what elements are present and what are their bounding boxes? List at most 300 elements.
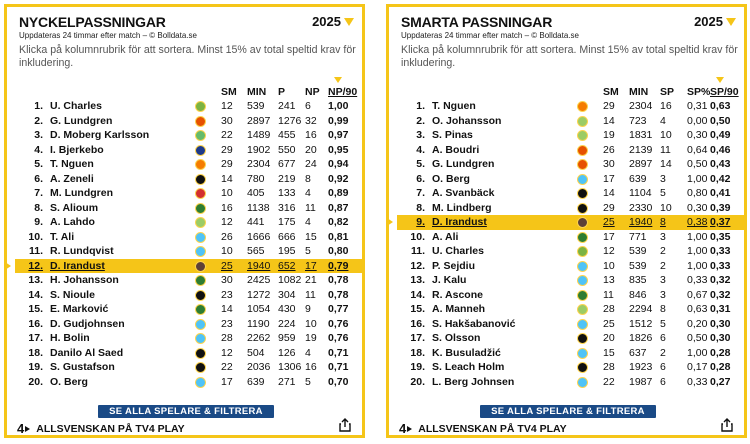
highlight-marker-icon [387, 218, 393, 226]
column-header-sm[interactable]: SM [603, 86, 619, 98]
cell-sm: 29 [603, 100, 615, 112]
sort-indicator-icon [716, 77, 724, 83]
cell-rate: 0,28 [710, 346, 731, 359]
club-logo-icon [577, 333, 588, 344]
player-name[interactable]: O. Johansson [432, 114, 502, 127]
cell-np: 16 [305, 361, 317, 373]
player-name[interactable]: P. Sejdiu [432, 259, 475, 272]
tv4-logo-text: 4 [17, 421, 25, 436]
cell-rate: 0,76 [328, 332, 349, 344]
cell-rate: 0,94 [328, 158, 349, 170]
cell-p: 3 [660, 274, 666, 286]
cell-sm: 30 [221, 274, 233, 286]
column-header-sm[interactable]: SM [221, 86, 237, 98]
cell-sm: 17 [603, 230, 615, 243]
cell-p: 2 [660, 245, 666, 257]
table-row[interactable] [389, 172, 744, 187]
cell-p: 126 [278, 346, 296, 359]
cell-p: 219 [278, 172, 296, 185]
cell-rate: 0,71 [328, 361, 349, 373]
cell-np: 0,64 [687, 143, 708, 156]
player-name[interactable]: O. Berg [432, 172, 470, 185]
cell-min: 2425 [247, 274, 271, 286]
player-name[interactable]: I. Bjerkebo [50, 143, 104, 156]
share-icon[interactable] [338, 418, 352, 432]
cell-rate: 0,78 [328, 288, 349, 301]
player-name[interactable]: A. Boudri [432, 143, 480, 156]
cell-np: 1,00 [687, 230, 708, 243]
cell-min: 1831 [629, 129, 653, 141]
cell-p: 5 [660, 317, 666, 330]
cell-p: 1276 [278, 114, 302, 127]
table-row[interactable] [389, 273, 744, 288]
cell-p: 5 [660, 187, 666, 199]
club-logo-icon [195, 377, 206, 388]
table-row[interactable] [389, 302, 744, 317]
share-icon[interactable] [720, 418, 734, 432]
year-label: 2025 [694, 14, 723, 29]
cell-sm: 14 [603, 187, 615, 199]
cell-min: 637 [629, 346, 647, 359]
club-logo-icon [195, 130, 206, 141]
club-logo-icon [195, 174, 206, 185]
cell-sm: 11 [603, 288, 614, 301]
cell-min: 1940 [629, 216, 653, 228]
cell-sm: 25 [603, 216, 615, 228]
table-row[interactable] [389, 114, 744, 129]
cell-p: 2 [660, 346, 666, 359]
table-row[interactable] [7, 375, 362, 390]
cell-sm: 19 [603, 129, 615, 141]
table-row[interactable] [7, 128, 362, 143]
cell-sm: 10 [603, 259, 615, 272]
cell-min: 1138 [247, 201, 270, 214]
club-logo-icon [195, 304, 206, 315]
cell-rate: 0,76 [328, 317, 349, 330]
rank: 10. [410, 230, 425, 243]
table-row[interactable] [389, 346, 744, 361]
cell-sm: 29 [603, 201, 615, 214]
cell-p: 6 [660, 332, 666, 344]
player-name[interactable]: D. Irandust [432, 216, 487, 228]
column-header-min[interactable]: MIN [247, 86, 267, 98]
player-name[interactable]: A. Manneh [432, 303, 486, 315]
see-all-players-button[interactable]: SE ALLA SPELARE & FILTRERA [480, 405, 656, 418]
column-header-np90[interactable]: NP/90 [328, 86, 358, 98]
cell-p: 8 [660, 303, 666, 315]
player-name[interactable]: S. Olsson [432, 332, 481, 344]
rank: 5. [416, 158, 425, 170]
player-name[interactable]: D. Gudjohnsen [50, 317, 125, 330]
club-logo-icon [577, 261, 588, 272]
table-row[interactable] [389, 201, 744, 216]
cell-np: 1,00 [687, 245, 708, 257]
player-name[interactable]: S. Hakšabanović [432, 317, 516, 330]
stats-table [389, 85, 744, 389]
club-logo-icon [195, 203, 206, 214]
table-row[interactable] [15, 259, 362, 274]
player-name[interactable]: G. Lundgren [432, 158, 495, 170]
table-row[interactable] [7, 360, 362, 375]
cell-sm: 28 [221, 332, 233, 344]
table-row[interactable] [7, 273, 362, 288]
cell-rate: 0,46 [710, 143, 731, 156]
cell-sm: 17 [603, 172, 615, 185]
cell-min: 1054 [247, 303, 271, 315]
cell-p: 4 [660, 114, 666, 127]
cell-rate: 0,78 [328, 274, 349, 286]
table-row[interactable] [389, 128, 744, 143]
table-row[interactable] [7, 302, 362, 317]
tv4-logo-icon[interactable] [399, 421, 412, 436]
cell-np: 0,63 [687, 303, 708, 315]
cell-np: 0,30 [687, 129, 708, 141]
cell-min: 1987 [629, 375, 653, 388]
rank: 2. [34, 114, 43, 127]
table-row[interactable] [389, 186, 744, 201]
column-header-np[interactable]: NP [305, 86, 320, 98]
cell-rate: 0,41 [710, 187, 731, 199]
cell-rate: 0,33 [710, 259, 731, 272]
year-selector[interactable] [312, 14, 354, 29]
table-row[interactable] [7, 288, 362, 303]
player-name[interactable]: O. Berg [50, 375, 88, 388]
table-row[interactable] [7, 201, 362, 216]
player-name[interactable]: A. Zeneli [50, 172, 94, 185]
player-name[interactable]: A. Lahdo [50, 216, 95, 228]
cell-sm: 14 [221, 172, 233, 185]
table-row[interactable] [397, 215, 744, 230]
cell-rate: 0,35 [710, 230, 731, 243]
rank: 9. [34, 216, 43, 228]
cell-p: 271 [278, 375, 296, 388]
cell-min: 504 [247, 346, 265, 359]
cell-min: 2036 [247, 361, 271, 373]
cell-rate: 0,39 [710, 201, 731, 214]
cell-p: 1306 [278, 361, 302, 373]
cell-rate: 0,97 [328, 129, 349, 141]
column-header-sp90[interactable]: SP/90 [710, 86, 739, 98]
rank: 12. [28, 259, 43, 272]
cell-min: 1666 [247, 230, 271, 243]
cell-min: 1826 [629, 332, 653, 344]
cell-rate: 0,49 [710, 129, 731, 141]
cell-min: 565 [247, 245, 265, 257]
rank: 20. [410, 375, 425, 388]
cell-p: 455 [278, 129, 296, 141]
player-name[interactable]: M. Lundgren [50, 187, 113, 199]
cell-p: 677 [278, 158, 296, 170]
cell-rate: 0,87 [328, 201, 349, 214]
cell-p: 11 [660, 143, 671, 156]
cell-np: 10 [305, 317, 317, 330]
cell-min: 2262 [247, 332, 271, 344]
player-name[interactable]: A. Ali [432, 230, 459, 243]
player-name[interactable]: G. Lundgren [50, 114, 113, 127]
cell-sm: 26 [603, 143, 615, 156]
table-row[interactable] [389, 230, 744, 245]
cell-min: 2897 [629, 158, 653, 170]
cell-np: 0,80 [687, 187, 708, 199]
table-row[interactable] [389, 244, 744, 259]
cell-min: 2304 [247, 158, 271, 170]
club-logo-icon [195, 333, 206, 344]
table-row[interactable] [7, 157, 362, 172]
cell-min: 1272 [247, 288, 271, 301]
cell-min: 723 [629, 114, 647, 127]
cell-p: 3 [660, 172, 666, 185]
table-row[interactable] [7, 172, 362, 187]
rank: 19. [28, 361, 43, 373]
cell-np: 0,17 [687, 361, 708, 373]
tv4-logo-icon[interactable] [17, 421, 30, 436]
cell-sm: 28 [603, 303, 615, 315]
player-name[interactable]: S. Gustafson [50, 361, 115, 373]
player-name[interactable]: Danilo Al Saed [50, 346, 124, 359]
sort-indicator-icon [334, 77, 342, 83]
table-row[interactable] [7, 99, 362, 114]
table-row[interactable] [389, 288, 744, 303]
rank: 15. [410, 303, 425, 315]
cell-sm: 22 [603, 375, 615, 388]
panel-title: NYCKELPASSNINGAR [19, 14, 166, 30]
rank: 3. [34, 129, 43, 141]
cell-np: 0,30 [687, 201, 708, 214]
rank: 16. [28, 317, 43, 330]
cell-min: 2897 [247, 114, 271, 127]
player-name[interactable]: D. Irandust [50, 259, 105, 272]
rank: 18. [28, 346, 43, 359]
cell-min: 1489 [247, 129, 271, 141]
cell-min: 2304 [629, 100, 653, 112]
table-row[interactable] [7, 114, 362, 129]
rank: 2. [416, 114, 425, 127]
cell-rate: 0,28 [710, 361, 731, 373]
cell-rate: 0,63 [710, 100, 731, 112]
rank: 8. [416, 201, 425, 214]
player-name[interactable]: U. Charles [50, 100, 102, 112]
club-logo-icon [577, 319, 588, 330]
cell-p: 6 [660, 361, 666, 373]
table-row[interactable] [389, 259, 744, 274]
player-name[interactable]: A. Svanbäck [432, 187, 495, 199]
cell-min: 780 [247, 172, 265, 185]
club-logo-icon [195, 116, 206, 127]
cell-p: 10 [660, 129, 672, 141]
club-logo-icon [195, 188, 206, 199]
column-header-sp[interactable]: SP% [687, 86, 711, 98]
cell-p: 666 [278, 230, 296, 243]
cell-min: 2139 [629, 143, 653, 156]
cell-np: 0,31 [687, 100, 708, 112]
cell-rate: 0,82 [328, 216, 349, 228]
cell-min: 1190 [247, 317, 270, 330]
update-note: Uppdateras 24 timmar efter match – © Bolldata.se [19, 31, 197, 40]
table-row[interactable] [7, 346, 362, 361]
table-row[interactable] [7, 244, 362, 259]
player-name[interactable]: K. Busuladžić [432, 346, 501, 359]
cell-np: 4 [305, 216, 311, 228]
rank: 14. [410, 288, 425, 301]
player-name[interactable]: H. Bolin [50, 332, 90, 344]
player-name[interactable]: S. Pinas [432, 129, 473, 141]
club-logo-icon [577, 159, 588, 170]
club-logo-icon [195, 159, 206, 170]
column-header-p[interactable]: P [278, 86, 286, 98]
club-logo-icon [195, 319, 206, 330]
table-row[interactable] [7, 215, 362, 230]
rank: 8. [34, 201, 43, 214]
cell-sm: 13 [603, 274, 615, 286]
club-logo-icon [577, 362, 588, 373]
cell-np: 6 [305, 100, 311, 112]
rank: 17. [28, 332, 43, 344]
cell-rate: 0,43 [710, 158, 731, 170]
footer-text[interactable]: ALLSVENSKAN PÅ TV4 PLAY [418, 422, 567, 435]
cell-rate: 0,30 [710, 332, 731, 344]
table-row[interactable] [389, 317, 744, 332]
column-header-min[interactable]: MIN [629, 86, 649, 98]
panel-smarta-passningar [386, 4, 747, 438]
panel-title: SMARTA PASSNINGAR [401, 14, 553, 30]
club-logo-icon [195, 217, 206, 228]
cell-min: 639 [247, 375, 265, 388]
player-name[interactable]: U. Charles [432, 245, 484, 257]
player-name[interactable]: T. Nguen [432, 100, 476, 112]
rank: 11. [28, 245, 43, 257]
tv4-logo-text: 4 [399, 421, 407, 436]
club-logo-icon [577, 246, 588, 257]
cell-sm: 20 [603, 332, 615, 344]
player-name[interactable]: S. Alioum [50, 201, 99, 214]
player-name[interactable]: E. Marković [50, 303, 109, 315]
cell-min: 539 [247, 100, 265, 112]
rank: 4. [416, 143, 425, 156]
cell-rate: 0,70 [328, 375, 349, 388]
player-name[interactable]: L. Berg Johnsen [432, 375, 515, 388]
player-name[interactable]: T. Nguen [50, 158, 94, 170]
cell-np: 11 [305, 201, 316, 214]
rank: 5. [34, 158, 43, 170]
club-logo-icon [577, 174, 588, 185]
cell-p: 2 [660, 259, 666, 272]
cell-sm: 12 [603, 245, 615, 257]
chevron-down-icon [726, 18, 736, 26]
cell-np: 0,67 [687, 288, 708, 301]
cell-rate: 0,32 [710, 288, 731, 301]
player-name[interactable]: S. Nioule [50, 288, 95, 301]
cell-np: 17 [305, 259, 317, 272]
table-row[interactable] [389, 375, 744, 390]
cell-min: 539 [629, 245, 647, 257]
cell-sm: 23 [221, 288, 233, 301]
player-name[interactable]: S. Leach Holm [432, 361, 505, 373]
cell-min: 1104 [629, 187, 652, 199]
column-header-sp[interactable]: SP [660, 86, 675, 98]
cell-rate: 0,99 [328, 114, 349, 127]
cell-rate: 0,95 [328, 143, 349, 156]
table-row[interactable] [7, 230, 362, 245]
cell-rate: 0,80 [328, 245, 349, 257]
table-row[interactable] [389, 99, 744, 114]
update-note: Uppdateras 24 timmar efter match – © Bolldata.se [401, 31, 579, 40]
cell-rate: 0,89 [328, 187, 349, 199]
cell-np: 11 [305, 288, 316, 301]
rank: 7. [416, 187, 425, 199]
cell-np: 0,00 [687, 114, 708, 127]
cell-rate: 0,50 [710, 114, 731, 127]
table-row[interactable] [389, 157, 744, 172]
rank: 19. [410, 361, 425, 373]
cell-sm: 29 [221, 143, 233, 156]
player-name[interactable]: R. Lundqvist [50, 245, 114, 257]
cell-sm: 12 [221, 346, 233, 359]
rank: 6. [416, 172, 425, 185]
table-row[interactable] [7, 186, 362, 201]
cell-rate: 0,77 [328, 303, 349, 315]
year-selector[interactable] [694, 14, 736, 29]
cell-p: 10 [660, 201, 672, 214]
player-name[interactable]: D. Moberg Karlsson [50, 129, 150, 141]
footer [399, 421, 567, 436]
footer-text[interactable]: ALLSVENSKAN PÅ TV4 PLAY [36, 422, 185, 435]
cell-min: 639 [629, 172, 647, 185]
cell-np: 0,20 [687, 317, 708, 330]
cell-sm: 12 [221, 216, 233, 228]
cell-np: 1,00 [687, 259, 708, 272]
cell-sm: 16 [221, 201, 233, 214]
cell-p: 304 [278, 288, 296, 301]
rank: 11. [410, 245, 425, 257]
cell-np: 24 [305, 158, 317, 170]
cell-sm: 14 [221, 303, 233, 315]
cell-rate: 0,27 [710, 375, 731, 388]
sort-instructions: Klicka på kolumnrubrik för att sortera. Minst 15% av total speltid krav för inkludering. [401, 44, 738, 69]
cell-rate: 0,71 [328, 346, 349, 359]
player-name[interactable]: R. Ascone [432, 288, 483, 301]
cell-min: 1902 [247, 143, 271, 156]
club-logo-icon [577, 290, 588, 301]
cell-p: 16 [660, 100, 672, 112]
cell-min: 405 [247, 187, 265, 199]
cell-min: 846 [629, 288, 647, 301]
table-row[interactable] [389, 331, 744, 346]
see-all-players-button[interactable]: SE ALLA SPELARE & FILTRERA [98, 405, 274, 418]
rank: 15. [28, 303, 43, 315]
cell-sm: 12 [221, 100, 233, 112]
table-row[interactable] [389, 143, 744, 158]
table-row[interactable] [7, 143, 362, 158]
rank: 13. [410, 274, 425, 286]
player-name[interactable]: H. Johansson [50, 274, 119, 286]
club-logo-icon [577, 232, 588, 243]
cell-p: 195 [278, 245, 296, 257]
sort-instructions: Klicka på kolumnrubrik för att sortera. Minst 15% av total speltid krav för inkludering. [19, 44, 356, 69]
table-row[interactable] [389, 360, 744, 375]
highlight-marker-icon [5, 262, 11, 270]
stats-table [7, 85, 362, 389]
club-logo-icon [577, 348, 588, 359]
table-row[interactable] [7, 317, 362, 332]
cell-sm: 25 [603, 317, 615, 330]
club-logo-icon [577, 377, 588, 388]
player-name[interactable]: M. Lindberg [432, 201, 492, 214]
cell-sm: 14 [603, 114, 615, 127]
player-name[interactable]: T. Ali [50, 230, 75, 243]
cell-np: 0,33 [687, 375, 708, 388]
table-row[interactable] [7, 331, 362, 346]
player-name[interactable]: J. Kalu [432, 274, 467, 286]
